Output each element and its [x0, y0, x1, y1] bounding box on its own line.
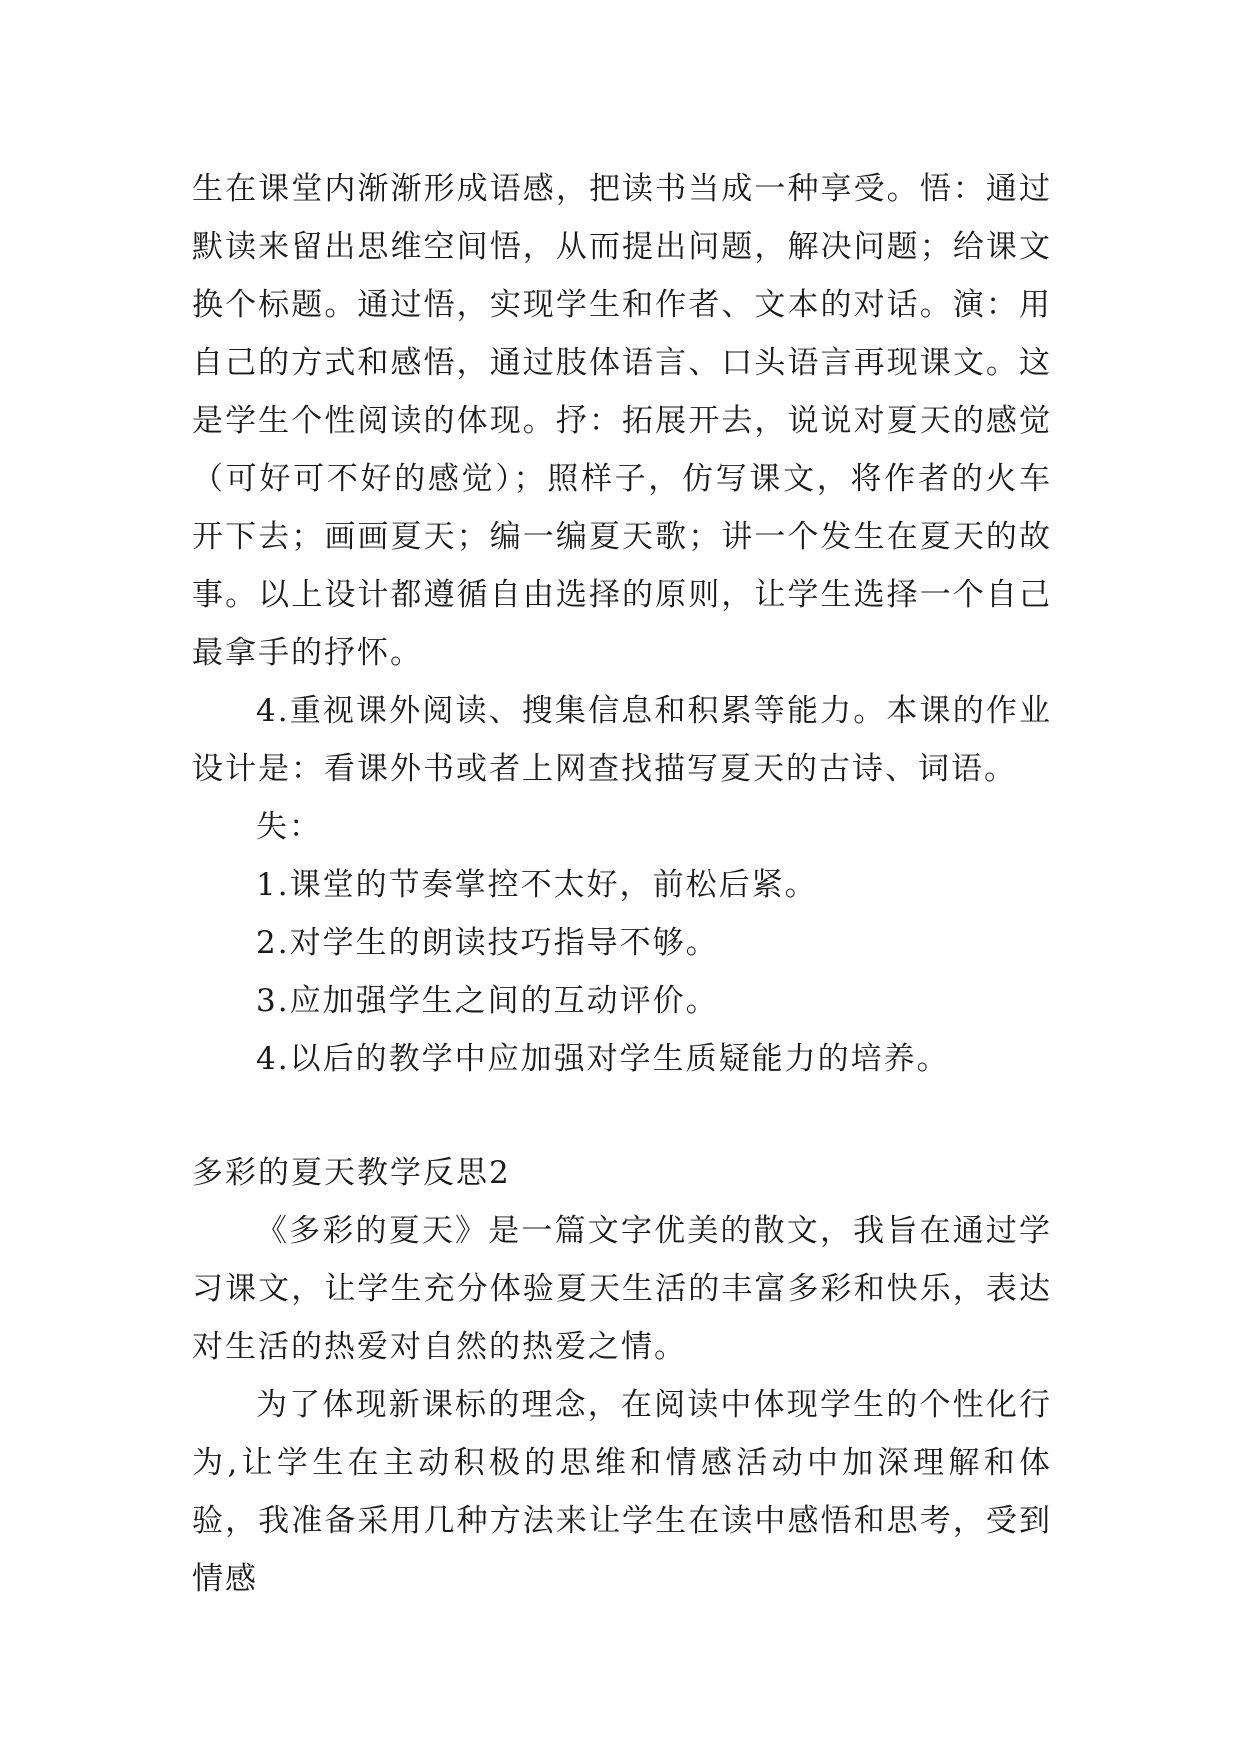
paragraph-intro: 《多彩的夏天》是一篇文字优美的散文，我旨在通过学习课文，让学生充分体验夏天生活的丰富多彩和快乐，表达对生活的热爱对自然的热爱之情。 [192, 1213, 1052, 1365]
paragraph-extracurricular-reading: 4.重视课外阅读、搜集信息和积累等能力。本课的作业设计是：看课外书或者上网查找描写夏天的古诗、词语。 [192, 693, 1052, 787]
section-title: 多彩的夏天教学反思2 [192, 1155, 511, 1191]
document-body [192, 160, 1052, 1608]
list-item-shortcoming-2: 2.对学生的朗读技巧指导不够。 [256, 925, 719, 961]
list-item-shortcoming-4: 4.以后的教学中应加强对学生质疑能力的培养。 [256, 1041, 950, 1077]
paragraph-shortcomings-heading: 失： [256, 809, 322, 845]
paragraph-reading-methods: 生在课堂内渐渐形成语感，把读书当成一种享受。悟：通过默读来留出思维空间悟，从而提出问题，解决问题；给课文换个标题。通过悟，实现学生和作者、文本的对话。演：用自己的方式和感悟，通过肢体语言、口头语言再现课文。这是学生个性阅读的体现。抒：拓展开去，说说对夏天的感觉（可好可不好的感觉）；照样子，仿写课文，将作者的火车开下去；画画夏天；编一编夏天歌；讲一个发生在夏天的故事。以上设计都遵循自由选择的原则，让学生选择一个自己最拿手的抒怀。 [192, 171, 1052, 671]
paragraph-methods: 为了体现新课标的理念，在阅读中体现学生的个性化行为,让学生在主动积极的思维和情感活动中加深理解和体验，我准备采用几种方法来让学生在读中感悟和思考，受到情感 [192, 1387, 1052, 1597]
list-item-shortcoming-3: 3.应加强学生之间的互动评价。 [256, 983, 719, 1019]
list-item-shortcoming-1: 1.课堂的节奏掌控不太好，前松后紧。 [256, 867, 818, 903]
